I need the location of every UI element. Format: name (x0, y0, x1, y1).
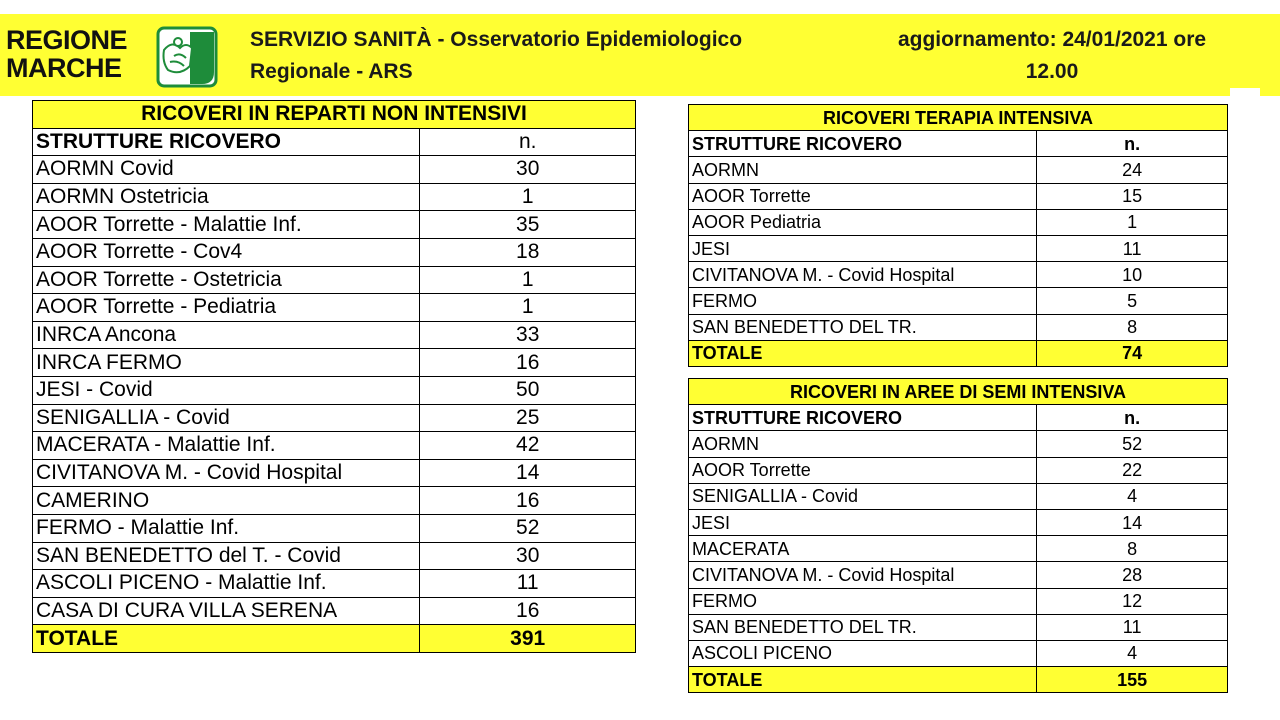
structure-name: CASA DI CURA VILLA SERENA (33, 597, 420, 625)
total-label: TOTALE (689, 340, 1037, 366)
update-line-2: 12.00 (1025, 60, 1079, 83)
column-header-structure: STRUTTURE RICOVERO (33, 128, 420, 156)
structure-name: JESI (689, 235, 1037, 261)
header-title (250, 24, 810, 88)
header-notch (1230, 88, 1260, 96)
table-row (689, 562, 1228, 588)
patient-count: 28 (1037, 562, 1228, 588)
table-header-row (689, 405, 1228, 431)
structure-name: SENIGALLIA - Covid (689, 483, 1037, 509)
structure-name: CAMERINO (33, 487, 420, 515)
header-title-line-1: SERVIZIO SANITÀ - Osservatorio Epidemiologico (250, 28, 743, 51)
table-row (689, 431, 1228, 457)
patient-count: 1 (1037, 209, 1228, 235)
table-row (689, 235, 1228, 261)
patient-count: 50 (420, 376, 636, 404)
structure-name: ASCOLI PICENO (689, 640, 1037, 666)
patient-count: 14 (420, 459, 636, 487)
table-row (33, 514, 636, 542)
patient-count: 10 (1037, 262, 1228, 288)
table-row (33, 211, 636, 239)
structure-name: INRCA FERMO (33, 349, 420, 377)
total-value: 155 (1037, 667, 1228, 693)
structure-name: SENIGALLIA - Covid (33, 404, 420, 432)
table-title: RICOVERI IN REPARTI NON INTENSIVI (33, 101, 636, 129)
column-header-n: n. (1037, 131, 1228, 157)
column-header-n: n. (1037, 405, 1228, 431)
logo-line-2: MARCHE (6, 53, 122, 83)
patient-count: 4 (1037, 483, 1228, 509)
structure-name: AORMN Ostetricia (33, 183, 420, 211)
table-row (33, 432, 636, 460)
total-label: TOTALE (689, 667, 1037, 693)
patient-count: 16 (420, 487, 636, 515)
table-row (689, 614, 1228, 640)
patient-count: 33 (420, 321, 636, 349)
structure-name: ASCOLI PICENO - Malattie Inf. (33, 570, 420, 598)
structure-name: AORMN (689, 431, 1037, 457)
table-row (689, 314, 1228, 340)
table-row (689, 483, 1228, 509)
structure-name: SAN BENEDETTO del T. - Covid (33, 542, 420, 570)
patient-count: 16 (420, 349, 636, 377)
table-row (33, 266, 636, 294)
table-title-row (689, 379, 1228, 405)
patient-count: 5 (1037, 288, 1228, 314)
column-header-structure: STRUTTURE RICOVERO (689, 405, 1037, 431)
logo-wordmark (6, 26, 152, 82)
table-row (689, 509, 1228, 535)
patient-count: 30 (420, 156, 636, 184)
structure-name: AOOR Pediatria (689, 209, 1037, 235)
total-value: 391 (420, 625, 636, 653)
structure-name: MACERATA (689, 536, 1037, 562)
table-row (689, 588, 1228, 614)
patient-count: 11 (1037, 235, 1228, 261)
table-title: RICOVERI TERAPIA INTENSIVA (689, 105, 1228, 131)
patient-count: 8 (1037, 536, 1228, 562)
structure-name: AOOR Torrette - Pediatria (33, 294, 420, 322)
patient-count: 16 (420, 597, 636, 625)
table-row (33, 597, 636, 625)
table-title-row (33, 101, 636, 129)
patient-count: 1 (420, 294, 636, 322)
table-row (689, 183, 1228, 209)
table-row (33, 294, 636, 322)
table-header-row (689, 131, 1228, 157)
table-row (33, 156, 636, 184)
structure-name: AOOR Torrette - Cov4 (33, 238, 420, 266)
table-header-row (33, 128, 636, 156)
table-semi-intensive (688, 378, 1228, 693)
table-row (689, 640, 1228, 666)
structure-name: INRCA Ancona (33, 321, 420, 349)
patient-count: 42 (420, 432, 636, 460)
update-line-1: aggiornamento: 24/01/2021 ore (897, 28, 1207, 51)
table-row (33, 404, 636, 432)
total-value: 74 (1037, 340, 1228, 366)
patient-count: 30 (420, 542, 636, 570)
structure-name: AOOR Torrette (689, 183, 1037, 209)
table-row (689, 457, 1228, 483)
table-intensive (688, 104, 1228, 367)
total-row (689, 340, 1228, 366)
table-row (33, 542, 636, 570)
structure-name: MACERATA - Malattie Inf. (33, 432, 420, 460)
table-title-row (689, 105, 1228, 131)
structure-name: FERMO (689, 288, 1037, 314)
structure-name: AOOR Torrette - Ostetricia (33, 266, 420, 294)
structure-name: CIVITANOVA M. - Covid Hospital (689, 262, 1037, 288)
patient-count: 52 (420, 514, 636, 542)
table-row (689, 209, 1228, 235)
patient-count: 11 (420, 570, 636, 598)
table-row (689, 262, 1228, 288)
marche-emblem-icon (156, 26, 218, 88)
patient-count: 1 (420, 266, 636, 294)
table-row (33, 459, 636, 487)
structure-name: JESI - Covid (33, 376, 420, 404)
structure-name: SAN BENEDETTO DEL TR. (689, 314, 1037, 340)
patient-count: 12 (1037, 588, 1228, 614)
table-row (33, 570, 636, 598)
header-title-line-2: Regionale - ARS (250, 60, 413, 83)
structure-name: AOOR Torrette (689, 457, 1037, 483)
patient-count: 22 (1037, 457, 1228, 483)
table-row (33, 321, 636, 349)
logo-line-1: REGIONE (6, 25, 128, 55)
patient-count: 11 (1037, 614, 1228, 640)
patient-count: 52 (1037, 431, 1228, 457)
patient-count: 25 (420, 404, 636, 432)
patient-count: 4 (1037, 640, 1228, 666)
table-row (33, 376, 636, 404)
total-row (33, 625, 636, 653)
patient-count: 14 (1037, 509, 1228, 535)
table-row (33, 487, 636, 515)
total-label: TOTALE (33, 625, 420, 653)
structure-name: JESI (689, 509, 1037, 535)
patient-count: 1 (420, 183, 636, 211)
structure-name: CIVITANOVA M. - Covid Hospital (689, 562, 1037, 588)
structure-name: FERMO - Malattie Inf. (33, 514, 420, 542)
patient-count: 35 (420, 211, 636, 239)
patient-count: 15 (1037, 183, 1228, 209)
structure-name: AORMN Covid (33, 156, 420, 184)
patient-count: 8 (1037, 314, 1228, 340)
patient-count: 18 (420, 238, 636, 266)
structure-name: FERMO (689, 588, 1037, 614)
column-header-structure: STRUTTURE RICOVERO (689, 131, 1037, 157)
update-timestamp (858, 24, 1246, 88)
structure-name: SAN BENEDETTO DEL TR. (689, 614, 1037, 640)
structure-name: AOOR Torrette - Malattie Inf. (33, 211, 420, 239)
table-row (33, 183, 636, 211)
structure-name: CIVITANOVA M. - Covid Hospital (33, 459, 420, 487)
table-row (689, 288, 1228, 314)
table-row (689, 536, 1228, 562)
column-header-n: n. (420, 128, 636, 156)
table-title: RICOVERI IN AREE DI SEMI INTENSIVA (689, 379, 1228, 405)
table-row (689, 157, 1228, 183)
table-row (33, 349, 636, 377)
total-row (689, 667, 1228, 693)
structure-name: AORMN (689, 157, 1037, 183)
patient-count: 24 (1037, 157, 1228, 183)
table-non-intensive (32, 100, 636, 653)
regione-marche-logo (6, 26, 218, 90)
table-row (33, 238, 636, 266)
